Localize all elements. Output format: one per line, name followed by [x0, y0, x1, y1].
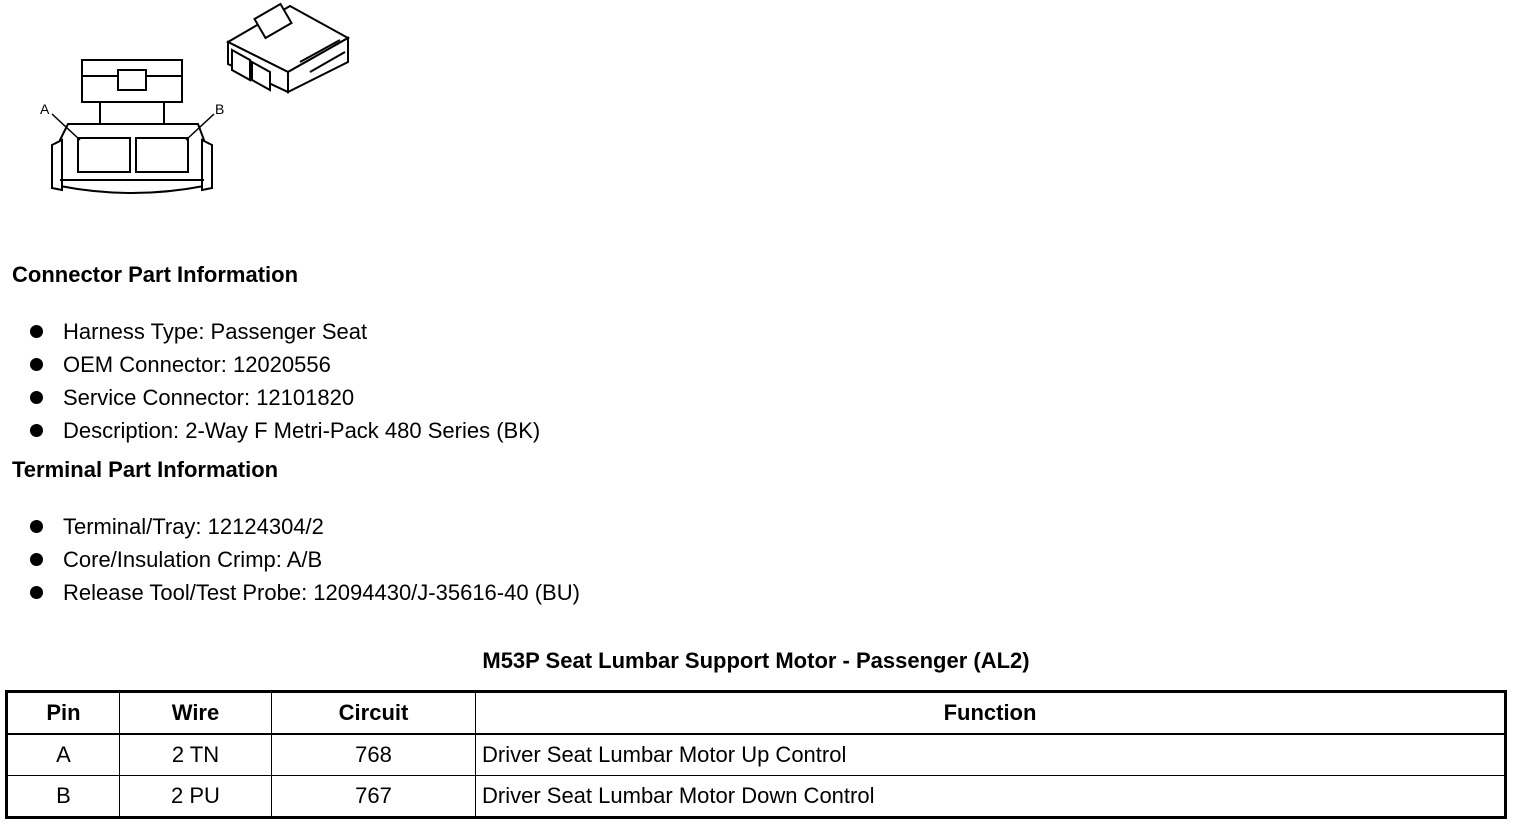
table-header-row — [7, 692, 1506, 735]
connector-info-list — [28, 315, 540, 447]
connector-front-image — [52, 60, 212, 193]
bullet-icon — [30, 553, 43, 566]
pin-b-label: B — [215, 101, 225, 117]
cell-wire: 2 TN — [120, 734, 272, 776]
header-circuit: Circuit — [272, 692, 476, 735]
terminal-part-information-heading: Terminal Part Information — [12, 457, 279, 482]
bullet-icon — [30, 391, 43, 404]
list-item: Release Tool/Test Probe: 12094430/J-35616-40 (BU) — [28, 576, 580, 609]
cell-function: Driver Seat Lumbar Motor Up Control — [476, 734, 1506, 776]
cell-function: Driver Seat Lumbar Motor Down Control — [476, 776, 1506, 818]
cell-pin: B — [7, 776, 120, 818]
bullet-icon — [30, 520, 43, 533]
connector-isometric-image — [228, 4, 348, 92]
header-function: Function — [476, 692, 1506, 735]
bullet-icon — [30, 424, 43, 437]
list-item: Core/Insulation Crimp: A/B — [28, 543, 580, 576]
terminal-info-list — [28, 510, 580, 609]
connector-diagram — [0, 0, 380, 230]
bullet-icon — [30, 358, 43, 371]
list-item: Terminal/Tray: 12124304/2 — [28, 510, 580, 543]
table-row — [7, 776, 1506, 818]
cell-pin: A — [7, 734, 120, 776]
table-row — [7, 734, 1506, 776]
header-wire: Wire — [120, 692, 272, 735]
list-item: Service Connector: 12101820 — [28, 381, 540, 414]
cell-circuit: 768 — [272, 734, 476, 776]
connector-part-information-heading: Connector Part Information — [12, 262, 299, 287]
table-title: M53P Seat Lumbar Support Motor - Passenger (AL2) — [482, 648, 1030, 673]
bullet-icon — [30, 325, 43, 338]
cell-wire: 2 PU — [120, 776, 272, 818]
cell-circuit: 767 — [272, 776, 476, 818]
bullet-icon — [30, 586, 43, 599]
list-item: OEM Connector: 12020556 — [28, 348, 540, 381]
list-item: Harness Type: Passenger Seat — [28, 315, 540, 348]
header-pin: Pin — [7, 692, 120, 735]
pin-a-label: A — [40, 101, 50, 117]
list-item: Description: 2-Way F Metri-Pack 480 Series (BK) — [28, 414, 540, 447]
pin-table — [5, 690, 1507, 819]
